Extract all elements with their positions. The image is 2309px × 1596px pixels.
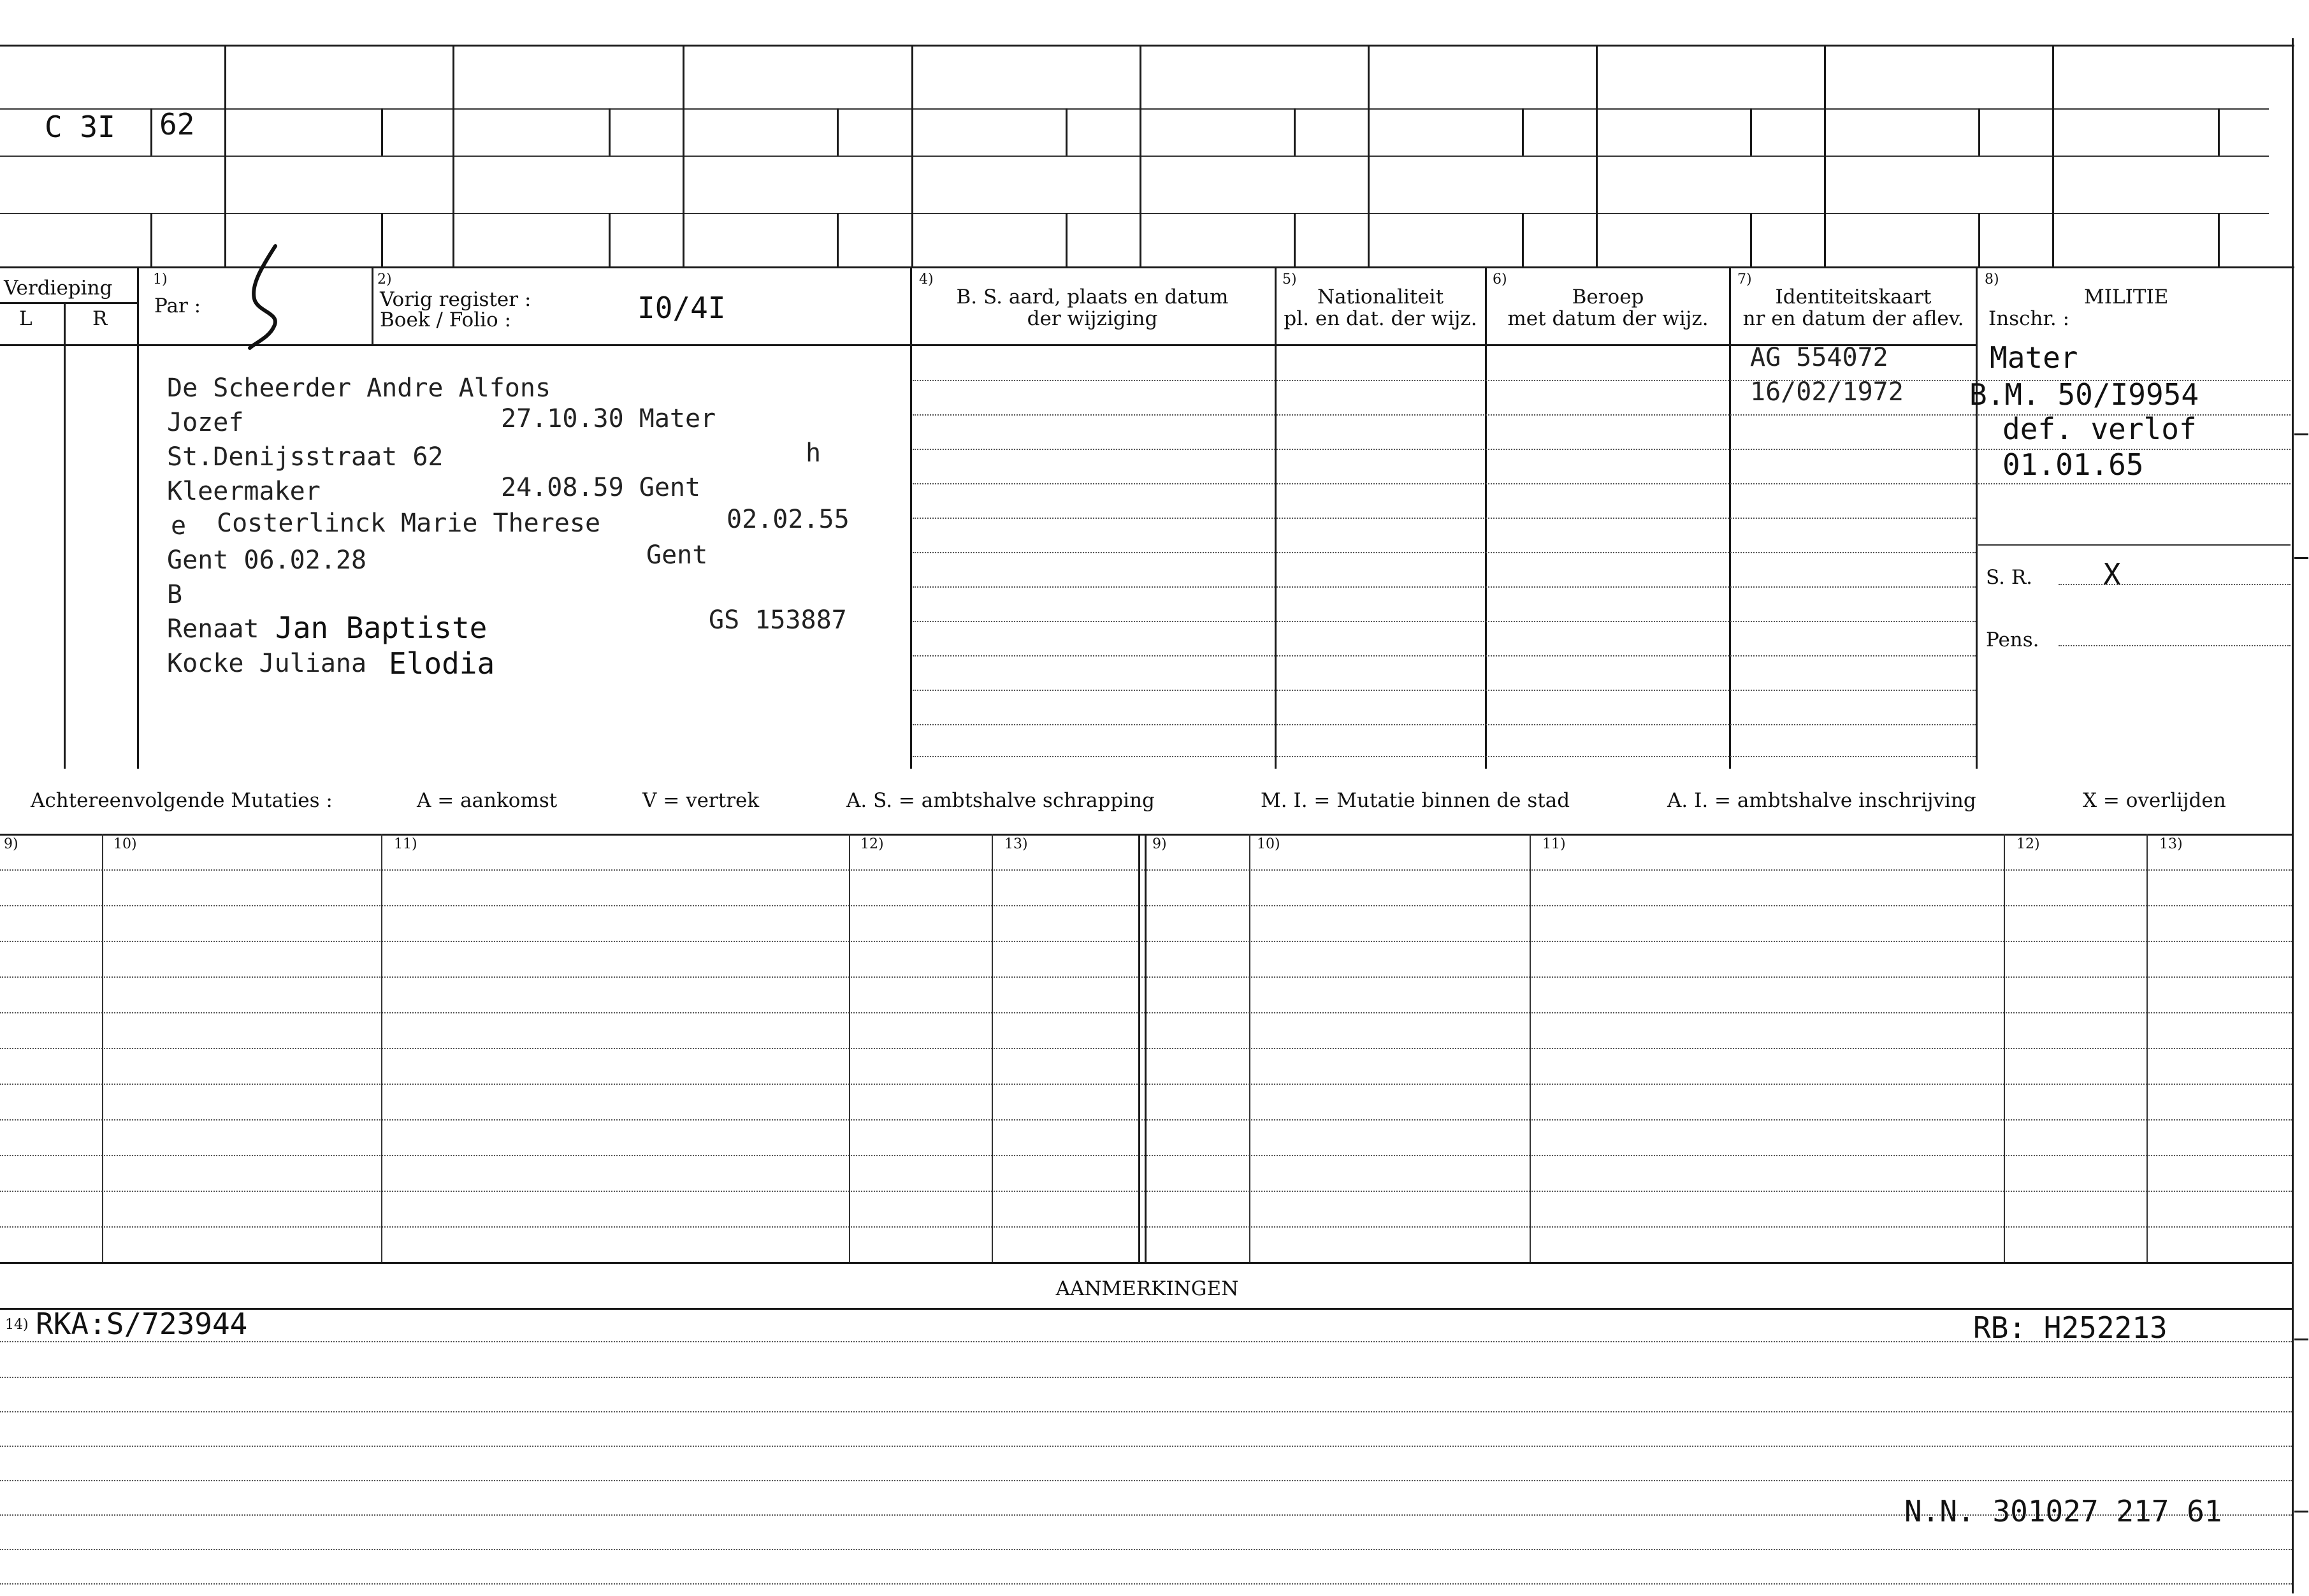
field1-label: Par :: [154, 294, 201, 317]
field6-label2: met datum der wijz.: [1507, 307, 1709, 330]
person-mother-first: Kocke Juliana: [167, 649, 367, 678]
inschr-label: Inschr. :: [1988, 307, 2070, 330]
mutatie-schrapping: A. S. = ambtshalve schrapping: [846, 789, 1155, 812]
field7-number: 7): [1737, 272, 1752, 287]
verdieping-l: L: [19, 307, 33, 330]
field7-label2: nr en datum der aflev.: [1742, 307, 1964, 330]
field4-number: 4): [919, 272, 934, 287]
house-number: 62: [159, 107, 195, 141]
militie-line2: B.M. 50/I9954: [1969, 377, 2199, 412]
col-11-left: 11): [394, 836, 417, 852]
person-marriage-place: Gent: [646, 540, 708, 570]
nn-number: N.N. 301027 217 61: [1904, 1494, 2222, 1528]
col-9-left: 9): [4, 836, 18, 852]
sr-value: X: [2103, 557, 2121, 591]
person-b-mark: B: [167, 580, 183, 609]
militie-line3: def. verlof: [2002, 412, 2197, 446]
field5-number: 5): [1282, 272, 1297, 287]
person-father-code: GS 153887: [709, 606, 847, 635]
verdieping-r: R: [92, 307, 108, 330]
field1-number: 1): [153, 272, 168, 287]
person-name-line2: Jozef: [167, 408, 244, 437]
person-father-first: Renaat: [167, 614, 259, 644]
par-signature-mark: [236, 242, 306, 357]
aanmerkingen-title: AANMERKINGEN: [1055, 1277, 1239, 1300]
militie-title: MILITIE: [2084, 286, 2169, 308]
vorig-register-value: I0/4I: [637, 291, 726, 325]
id-card-number: AG 554072: [1750, 343, 1888, 372]
id-card-date: 16/02/1972: [1750, 377, 1904, 407]
person-spouse-prefix: e: [171, 511, 187, 540]
mutatie-vertrek: V = vertrek: [642, 789, 760, 812]
mutatie-binnen-stad: M. I. = Mutatie binnen de stad: [1261, 789, 1570, 812]
person-mother: Elodia: [389, 646, 495, 681]
person-h-mark: h: [806, 439, 822, 468]
sr-label: S. R.: [1986, 566, 2033, 589]
field7-label1: Identiteitskaart: [1775, 286, 1932, 308]
person-profession-date: 24.08.59 Gent: [501, 473, 701, 502]
field5-label1: Nationaliteit: [1317, 286, 1444, 308]
militie-line4: 01.01.65: [2002, 447, 2144, 482]
pens-label: Pens.: [1986, 628, 2039, 651]
field8-number: 8): [1985, 272, 1999, 287]
person-spouse-birth: Gent 06.02.28: [167, 546, 367, 575]
field4-label2: der wijziging: [1027, 307, 1158, 330]
person-birth: 27.10.30 Mater: [501, 404, 716, 433]
field5-label2: pl. en dat. der wijz.: [1284, 307, 1477, 330]
col-10-right: 10): [1257, 836, 1280, 852]
rka-number: RKA:S/723944: [36, 1307, 248, 1341]
person-street: St.Denijsstraat 62: [167, 442, 444, 472]
person-profession: Kleermaker: [167, 477, 321, 506]
col-9-right: 9): [1152, 836, 1167, 852]
aanmerkingen-number: 14): [5, 1317, 29, 1333]
field4-label1: B. S. aard, plaats en datum: [956, 286, 1229, 308]
field2-number: 2): [377, 272, 392, 287]
col-11-right: 11): [1542, 836, 1566, 852]
rb-number: RB: H252213: [1973, 1310, 2168, 1345]
vorig-register-label: Vorig register :: [380, 288, 532, 311]
col-13-right: 13): [2159, 836, 2183, 852]
field6-number: 6): [1493, 272, 1507, 287]
person-father: Jan Baptiste: [275, 611, 488, 645]
col-10-left: 10): [113, 836, 137, 852]
person-spouse: Costerlinck Marie Therese: [217, 509, 601, 538]
militie-line1: Mater: [1990, 340, 2078, 375]
block-code: C 3I: [45, 110, 115, 144]
verdieping-label: Verdieping: [4, 277, 113, 300]
mutatie-overlijden: X = overlijden: [2083, 789, 2226, 812]
col-12-right: 12): [2016, 836, 2040, 852]
person-marriage-date: 02.02.55: [727, 505, 850, 534]
mutaties-title: Achtereenvolgende Mutaties :: [31, 789, 333, 812]
boek-folio-label: Boek / Folio :: [380, 308, 511, 331]
col-13-left: 13): [1004, 836, 1028, 852]
mutatie-inschrijving: A. I. = ambtshalve inschrijving: [1667, 789, 1976, 812]
col-12-left: 12): [860, 836, 884, 852]
field6-label1: Beroep: [1572, 286, 1644, 308]
mutatie-aankomst: A = aankomst: [417, 789, 558, 812]
person-name-line1: De Scheerder Andre Alfons: [167, 374, 551, 403]
